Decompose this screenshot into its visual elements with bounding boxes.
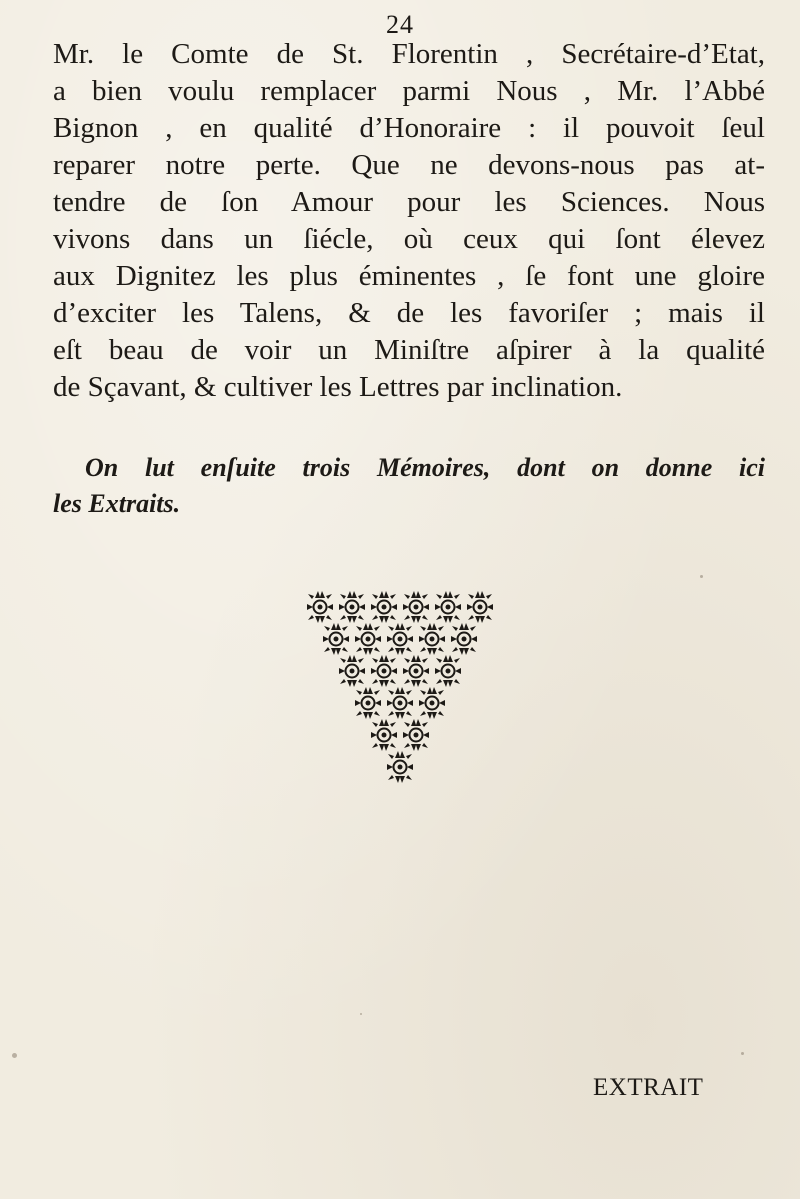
catchword: EXTRAIT [593,1074,704,1101]
fleuron-unit [403,719,429,751]
page-number: 24 [386,10,414,39]
main-paragraph [53,36,765,406]
fleuron-unit [355,623,381,655]
fleuron-unit [307,591,333,623]
text-line: tendre de ſon Amour pour les Sciences. Nous [53,186,765,218]
fleuron-unit [339,655,365,687]
fleuron-unit [435,591,461,623]
italic-paragraph [53,450,765,522]
fleuron-unit [419,623,445,655]
text-line: reparer notre perte. Que ne devons-nous pas at- [53,149,765,181]
fleuron-unit [387,623,413,655]
text-line: a bien voulu remplacer parmi Nous , Mr. l’Abbé [53,75,765,107]
fleuron-unit [371,591,397,623]
text-line: Mr. le Comte de St. Florentin , Secrétaire-d’Etat, [53,38,765,70]
fleuron-unit [387,687,413,719]
fleuron-unit [419,687,445,719]
text-line: vivons dans un ſiécle, où ceux qui ſont élevez [53,223,765,255]
italic-line: On lut enſuite trois Mémoires, dont on donne ici [85,453,765,482]
paper-speck [12,1053,17,1058]
paper-speck [700,575,703,578]
fleuron-unit [371,719,397,751]
text-line: Bignon , en qualité d’Honoraire : il pouvoit ſeul [53,112,765,144]
text-line: aux Dignitez les plus éminentes , ſe font une gloire [53,260,765,292]
fleuron-unit [387,751,413,783]
paper-speck [360,1013,362,1015]
italic-line: les Extraits. [53,489,181,518]
text-line: eſt beau de voir un Miniſtre aſpirer à la qualité [53,334,765,366]
fleuron-unit [435,655,461,687]
text-line: de Sçavant, & cultiver les Lettres par inclination. [53,371,623,403]
paper-speck [741,1052,744,1055]
fleuron-unit [339,591,365,623]
fleuron-unit [403,655,429,687]
fleuron-unit [371,655,397,687]
fleuron-unit [451,623,477,655]
text-line: d’exciter les Talens, & de les favoriſer ; mais il [53,297,765,329]
fleuron-triangle-ornament [0,585,800,785]
fleuron-unit [467,591,493,623]
fleuron-unit [355,687,381,719]
fleuron-unit [323,623,349,655]
fleuron-unit [403,591,429,623]
